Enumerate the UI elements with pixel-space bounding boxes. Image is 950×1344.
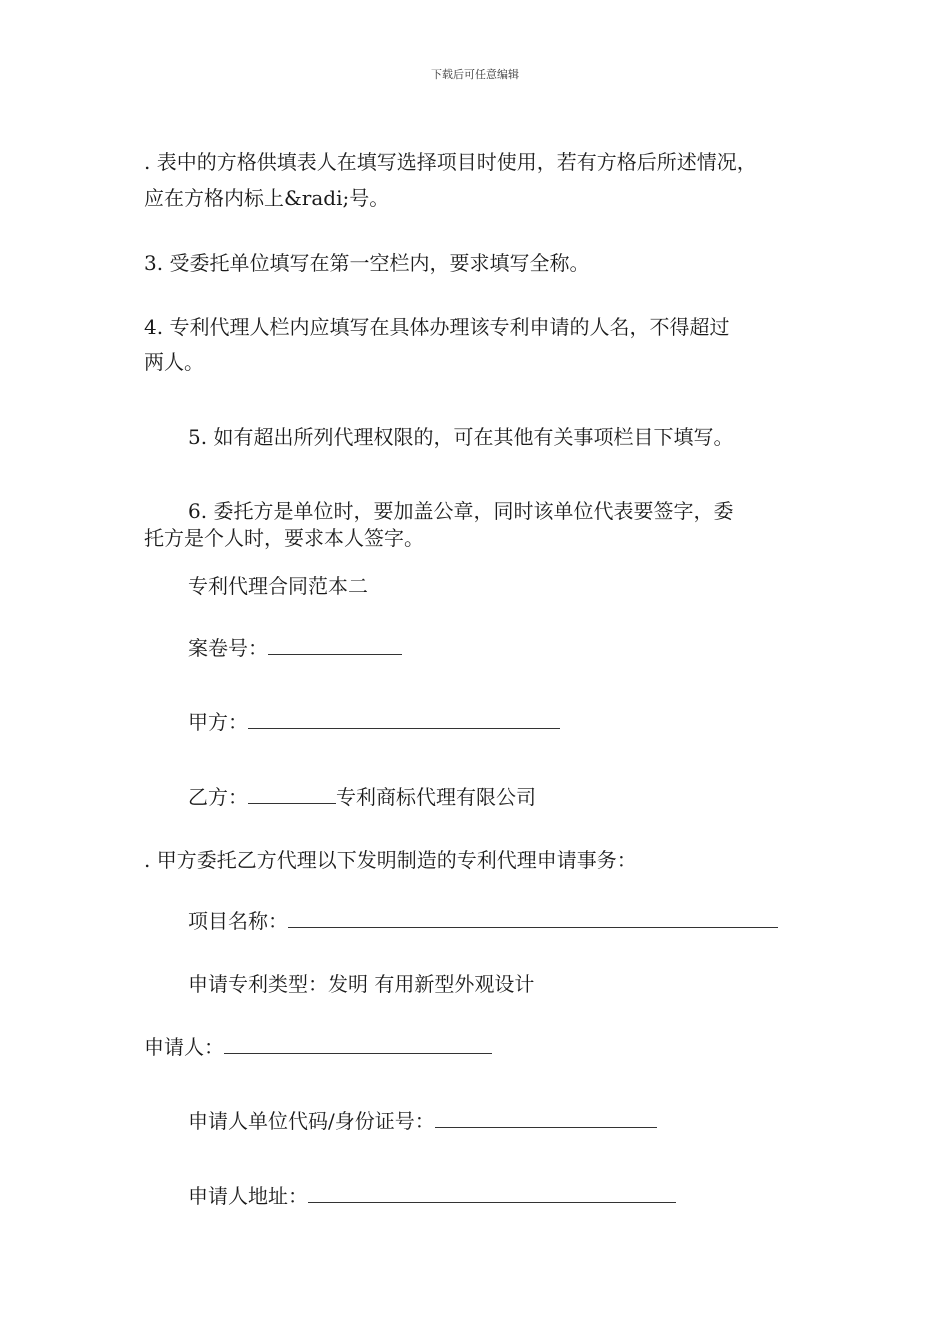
- paragraph-1-line-1: . 表中的方格供填表人在填写选择项目时使用，若有方格后所述情况，: [144, 150, 757, 174]
- contract-title: 专利代理合同范本二: [188, 574, 368, 598]
- paragraph-6-line-2: 托方是个人时，要求本人签字。: [144, 526, 424, 550]
- party-b-label: 乙方：: [188, 785, 248, 809]
- paragraph-1-line-2: 应在方格内标上&radi;号。: [144, 186, 390, 210]
- applicant-address-blank[interactable]: [308, 1182, 676, 1203]
- page-header: 下载后可任意编辑: [431, 68, 519, 81]
- applicant-row: [144, 1033, 492, 1061]
- paragraph-6-line-1: 6. 委托方是单位时，要加盖公章，同时该单位代表要签字，委: [188, 499, 734, 523]
- applicant-id-blank[interactable]: [435, 1107, 657, 1128]
- party-a-label: 甲方：: [188, 710, 248, 734]
- case-number-label: 案卷号：: [188, 636, 268, 660]
- paragraph-4-line-2: 两人。: [144, 350, 204, 374]
- party-b-blank[interactable]: [248, 783, 336, 804]
- party-a-blank[interactable]: [248, 708, 560, 729]
- project-name-label: 项目名称：: [188, 909, 288, 933]
- applicant-address-row: [188, 1182, 676, 1210]
- case-number-row: [188, 634, 402, 662]
- applicant-label: 申请人：: [144, 1035, 224, 1059]
- applicant-address-label: 申请人地址：: [188, 1184, 308, 1208]
- case-number-blank[interactable]: [268, 634, 402, 655]
- patent-type: 申请专利类型：发明 有用新型外观设计: [188, 972, 535, 996]
- paragraph-4-line-1: 4. 专利代理人栏内应填写在具体办理该专利申请的人名，不得超过: [144, 315, 730, 339]
- project-name-row: [188, 907, 778, 935]
- project-name-blank[interactable]: [288, 907, 778, 928]
- party-b-row: [188, 783, 536, 811]
- party-b-suffix: 专利商标代理有限公司: [336, 785, 536, 809]
- applicant-id-label: 申请人单位代码/身份证号：: [188, 1109, 435, 1133]
- clause-1: . 甲方委托乙方代理以下发明制造的专利代理申请事务：: [144, 848, 637, 872]
- paragraph-5: 5. 如有超出所列代理权限的，可在其他有关事项栏目下填写。: [188, 425, 734, 449]
- applicant-id-row: [188, 1107, 657, 1135]
- party-a-row: [188, 708, 560, 736]
- paragraph-3: 3. 受委托单位填写在第一空栏内，要求填写全称。: [144, 251, 590, 275]
- applicant-blank[interactable]: [224, 1033, 492, 1054]
